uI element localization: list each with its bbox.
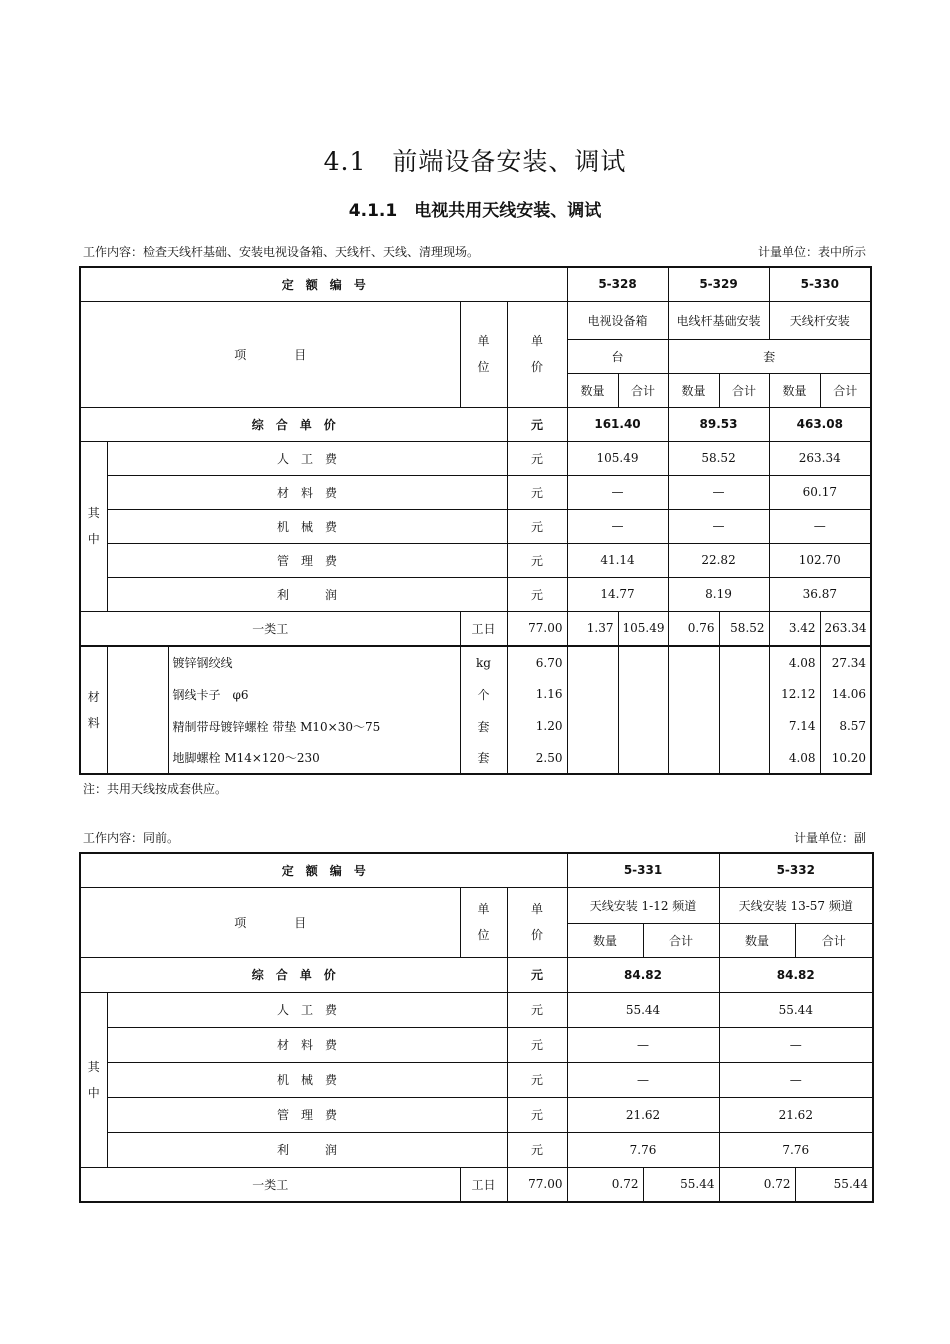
material-total: 10.20 [820,742,871,774]
item-name: 电视设备箱 [567,301,668,339]
cost-row [80,1132,873,1167]
cost-value: 102.70 [769,543,871,577]
composite-value: 84.82 [567,957,719,992]
composite-value: 89.53 [668,407,769,441]
composite-label: 综 合 单 价 [80,957,507,992]
labor-unit: 工日 [460,1167,507,1202]
total-header: 合计 [643,923,719,957]
item-name: 电线杆基础安装 [668,301,769,339]
cost-unit: 元 [507,1027,567,1062]
qty-header: 数量 [567,923,643,957]
labor-qty: 3.42 [769,611,820,646]
cost-unit: 元 [507,475,567,509]
cost-row [80,441,871,475]
unit-header: 单 位 [460,301,507,407]
total-header: 合计 [719,373,769,407]
material-unit: kg [460,646,507,678]
cost-name: 材 料 费 [107,475,507,509]
cost-name: 利 润 [107,577,507,611]
unit-note-2: 计量单位：副 [793,831,866,845]
labor-total: 105.49 [618,611,668,646]
unit-note-1: 计量单位：表中所示 [757,245,866,259]
composite-label: 综 合 单 价 [80,407,507,441]
item-unit: 台 [567,339,668,373]
item-label: 项 目 [80,887,460,957]
unit-header: 单 位 [460,887,507,957]
labor-unit: 工日 [460,611,507,646]
cost-row [80,992,873,1027]
labor-name: 一类工 [80,611,460,646]
composite-unit: 元 [507,957,567,992]
labor-total: 58.52 [719,611,769,646]
cost-value: — [567,475,668,509]
section-title: 4.1 前端设备安装、调试 [323,147,627,176]
labor-qty: 0.76 [668,611,719,646]
table-note: 注：共用天线按成套供应。 [83,782,228,796]
material-price: 1.20 [507,710,567,742]
qty-header: 数量 [567,373,618,407]
cost-row [80,475,871,509]
cost-row [80,1062,873,1097]
cost-value: 60.17 [769,475,871,509]
qty-header: 数量 [719,923,795,957]
composite-value: 84.82 [719,957,873,992]
work-content-2: 工作内容：同前。 [83,831,180,845]
material-total: 27.34 [820,646,871,678]
composite-row [80,407,871,441]
material-name: 精制带母镀锌螺栓 带垫 M10×30～75 [168,710,460,742]
cost-value: 58.52 [668,441,769,475]
cost-unit: 元 [507,992,567,1027]
quota-label: 定 额 编 号 [80,853,567,887]
quota-code: 5-329 [668,267,769,301]
quota-label: 定 额 编 号 [80,267,567,301]
cost-row [80,1097,873,1132]
material-unit: 套 [460,710,507,742]
composite-value: 463.08 [769,407,871,441]
work-content-1: 工作内容：检查天线杆基础、安装电视设备箱、天线杆、天线、清理现场。 [83,245,480,259]
labor-row [80,611,871,646]
qty-header: 数量 [668,373,719,407]
cost-value: — [567,509,668,543]
material-qty: 4.08 [769,646,820,678]
cost-name: 材 料 费 [107,1027,507,1062]
cost-row [80,543,871,577]
quota-code: 5-331 [567,853,719,887]
composite-row [80,957,873,992]
cost-value: 21.62 [567,1097,719,1132]
cost-value: 263.34 [769,441,871,475]
material-total: 14.06 [820,678,871,710]
item-label: 项 目 [80,301,460,407]
cost-name: 人 工 费 [107,441,507,475]
price-header: 单 价 [507,301,567,407]
material-blank [107,646,168,774]
cost-name: 机 械 费 [107,509,507,543]
total-header: 合计 [795,923,873,957]
material-qty: 7.14 [769,710,820,742]
cost-row [80,509,871,543]
composite-value: 161.40 [567,407,668,441]
cost-value: — [719,1062,873,1097]
item-name: 天线杆安装 [769,301,871,339]
cost-value: 55.44 [567,992,719,1027]
cost-value: 7.76 [567,1132,719,1167]
cost-row [80,1027,873,1062]
material-row [80,646,871,678]
labor-row [80,1167,873,1202]
quota-table-2 [79,852,874,1203]
cost-name: 管 理 费 [107,543,507,577]
cost-value: — [567,1062,719,1097]
total-header: 合计 [618,373,668,407]
material-total: 8.57 [820,710,871,742]
cost-value: 41.14 [567,543,668,577]
labor-total: 55.44 [795,1167,873,1202]
cost-name: 利 润 [107,1132,507,1167]
cost-value: 14.77 [567,577,668,611]
cost-unit: 元 [507,1062,567,1097]
cost-value: 22.82 [668,543,769,577]
cost-value: 21.62 [719,1097,873,1132]
quota-table-1 [79,266,872,775]
among-label: 其 中 [80,992,107,1167]
cost-row [80,577,871,611]
cost-name: 机 械 费 [107,1062,507,1097]
price-header: 单 价 [507,887,567,957]
cost-value: 8.19 [668,577,769,611]
material-name: 地脚螺栓 M14×120～230 [168,742,460,774]
material-name: 镀锌钢绞线 [168,646,460,678]
material-unit: 个 [460,678,507,710]
quota-code-row [80,853,873,887]
labor-name: 一类工 [80,1167,460,1202]
cost-name: 人 工 费 [107,992,507,1027]
total-header: 合计 [820,373,871,407]
composite-unit: 元 [507,407,567,441]
labor-qty: 1.37 [567,611,618,646]
cost-value: — [668,509,769,543]
cost-value: — [719,1027,873,1062]
cost-value: — [769,509,871,543]
cost-unit: 元 [507,543,567,577]
qty-header: 数量 [769,373,820,407]
item-name: 天线安装 13-57 频道 [719,887,873,923]
item-unit: 套 [668,339,871,373]
labor-total: 55.44 [643,1167,719,1202]
cost-value: 7.76 [719,1132,873,1167]
cost-value: 36.87 [769,577,871,611]
material-name: 钢线卡子 φ6 [168,678,460,710]
cost-unit: 元 [507,441,567,475]
quota-code: 5-332 [719,853,873,887]
material-label: 材 料 [80,646,107,774]
material-qty: 4.08 [769,742,820,774]
labor-price: 77.00 [507,611,567,646]
labor-price: 77.00 [507,1167,567,1202]
quota-code-row [80,267,871,301]
material-price: 1.16 [507,678,567,710]
material-qty: 12.12 [769,678,820,710]
cost-value: — [668,475,769,509]
labor-total: 263.34 [820,611,871,646]
cost-value: 55.44 [719,992,873,1027]
labor-qty: 0.72 [567,1167,643,1202]
material-unit: 套 [460,742,507,774]
cost-unit: 元 [507,1132,567,1167]
cost-unit: 元 [507,509,567,543]
labor-qty: 0.72 [719,1167,795,1202]
among-label: 其 中 [80,441,107,611]
cost-name: 管 理 费 [107,1097,507,1132]
subsection-title: 4.1.1 电视共用天线安装、调试 [348,201,602,221]
cost-unit: 元 [507,577,567,611]
cost-value: — [567,1027,719,1062]
material-price: 6.70 [507,646,567,678]
cost-unit: 元 [507,1097,567,1132]
quota-code: 5-330 [769,267,871,301]
material-price: 2.50 [507,742,567,774]
quota-code: 5-328 [567,267,668,301]
cost-value: 105.49 [567,441,668,475]
item-name: 天线安装 1-12 频道 [567,887,719,923]
